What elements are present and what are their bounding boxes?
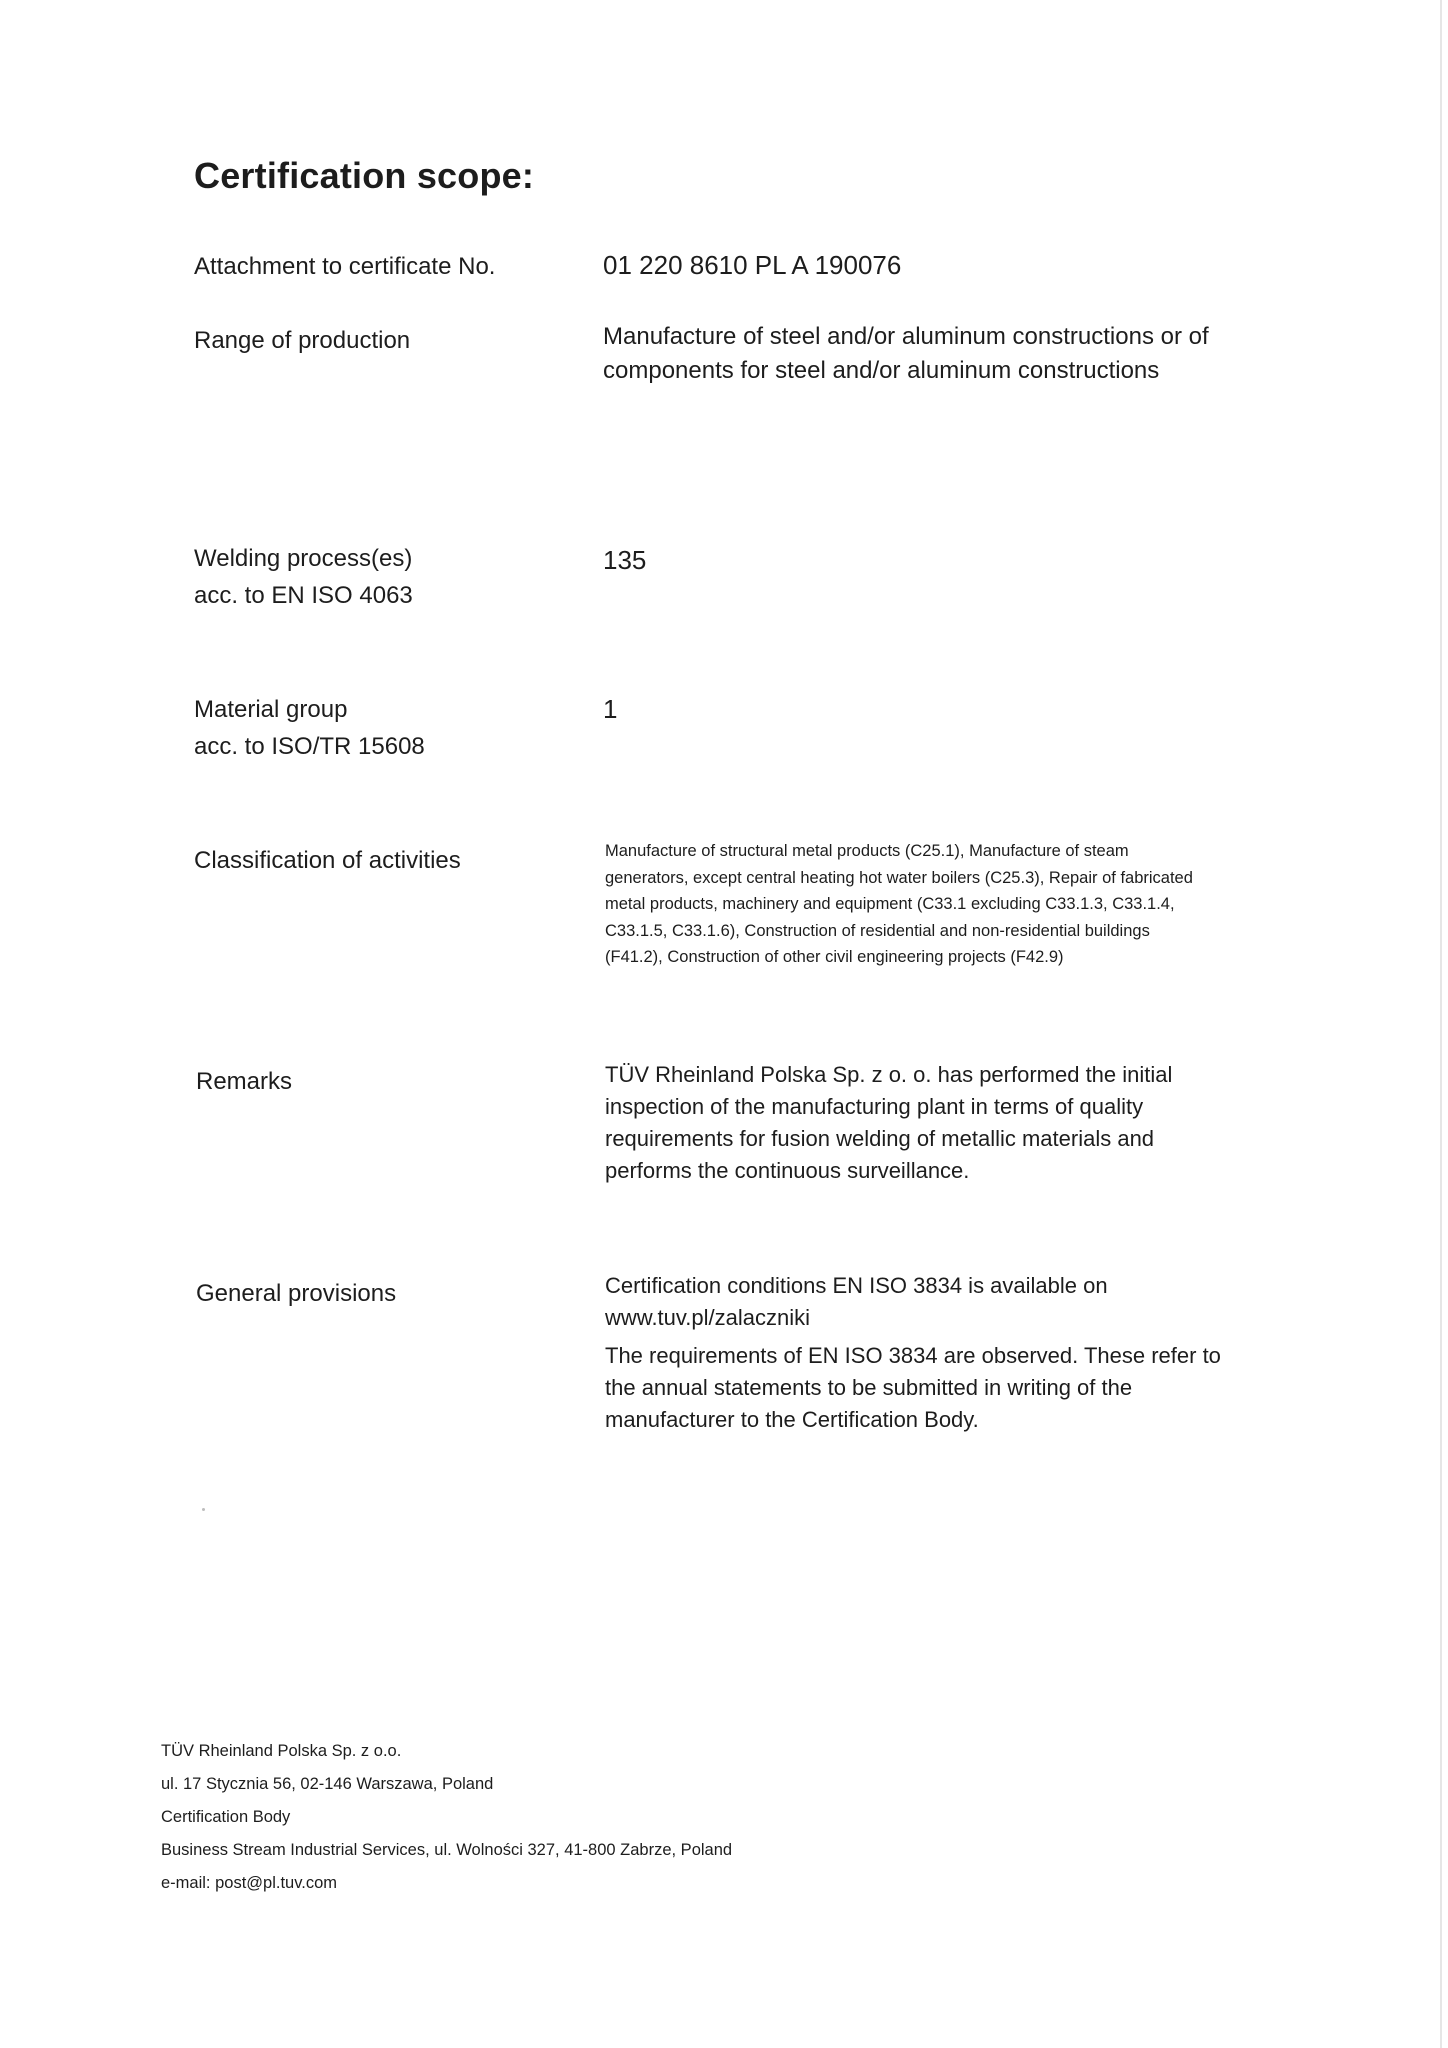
welding-process-value xyxy=(603,542,1263,579)
general-provisions-value xyxy=(605,1270,1265,1436)
certificate-number-value xyxy=(603,247,1263,284)
value-line: components for steel and/or aluminum constructions xyxy=(603,357,1160,384)
footer-address-block xyxy=(161,1735,732,1900)
label-line: acc. to EN ISO 4063 xyxy=(194,582,413,609)
page-title: Certification scope: xyxy=(194,155,535,196)
footer-department: Certification Body xyxy=(161,1808,291,1826)
label-line: acc. to ISO/TR 15608 xyxy=(194,733,425,760)
footer-street-address: ul. 17 Stycznia 56, 02-146 Warszawa, Poland xyxy=(161,1775,494,1793)
value-line: 01 220 8610 PL A 190076 xyxy=(603,250,902,280)
range-of-production-label xyxy=(194,322,410,359)
general-provisions-label xyxy=(196,1275,396,1312)
value-line: performs the continuous surveillance. xyxy=(605,1158,970,1183)
value-line: manufacturer to the Certification Body. xyxy=(605,1407,979,1432)
scan-speck xyxy=(202,1508,205,1511)
range-of-production-value xyxy=(603,320,1263,388)
label-line: Range of production xyxy=(194,327,411,354)
value-line: generators, except central heating hot water boilers (C25.3), Repair of fabricated xyxy=(605,868,1193,887)
page-edge xyxy=(1440,0,1442,2048)
value-line: inspection of the manufacturing plant in terms of quality xyxy=(605,1094,1144,1119)
remarks-label xyxy=(196,1063,292,1100)
remarks-value xyxy=(605,1059,1265,1187)
value-line: Manufacture of steel and/or aluminum constructions or of xyxy=(603,323,1209,350)
welding-process-label xyxy=(194,540,413,614)
value-line: The requirements of EN ISO 3834 are observed. These refer to xyxy=(605,1343,1221,1368)
label-line: Attachment to certificate No. xyxy=(194,253,496,280)
value-line: Certification conditions EN ISO 3834 is available on xyxy=(605,1273,1108,1298)
classification-value xyxy=(605,838,1285,971)
label-line: General provisions xyxy=(196,1280,397,1307)
value-line: TÜV Rheinland Polska Sp. z o. o. has performed the initial xyxy=(605,1062,1173,1087)
footer-email[interactable]: e-mail: post@pl.tuv.com xyxy=(161,1874,337,1892)
label-line: Remarks xyxy=(196,1068,293,1095)
footer-company-name: TÜV Rheinland Polska Sp. z o.o. xyxy=(161,1742,402,1760)
value-line: metal products, machinery and equipment (C33.1 excluding C33.1.3, C33.1.4, xyxy=(605,895,1175,913)
material-group-label xyxy=(194,691,425,765)
footer-business-stream-address: Business Stream Industrial Services, ul. Wolności 327, 41-800 Zabrze, Poland xyxy=(161,1841,733,1859)
value-line: Manufacture of structural metal products (C25.1), Manufacture of steam xyxy=(605,842,1129,860)
value-line: 1 xyxy=(603,694,618,724)
label-line: Classification of activities xyxy=(194,847,461,874)
value-line: C33.1.5, C33.1.6), Construction of residential and non-residential buildings xyxy=(605,921,1150,940)
website-link[interactable]: www.tuv.pl/zalaczniki xyxy=(605,1305,810,1330)
label-line: Welding process(es) xyxy=(194,545,413,572)
value-line: (F41.2), Construction of other civil engineering projects (F42.9) xyxy=(605,948,1064,966)
material-group-value xyxy=(603,691,1263,728)
value-line: the annual statements to be submitted in writing of the xyxy=(605,1375,1133,1400)
value-line: requirements for fusion welding of metallic materials and xyxy=(605,1126,1155,1151)
value-line: 135 xyxy=(603,545,647,575)
certificate-number-label xyxy=(194,248,495,285)
label-line: Material group xyxy=(194,696,348,723)
classification-label xyxy=(194,842,461,879)
